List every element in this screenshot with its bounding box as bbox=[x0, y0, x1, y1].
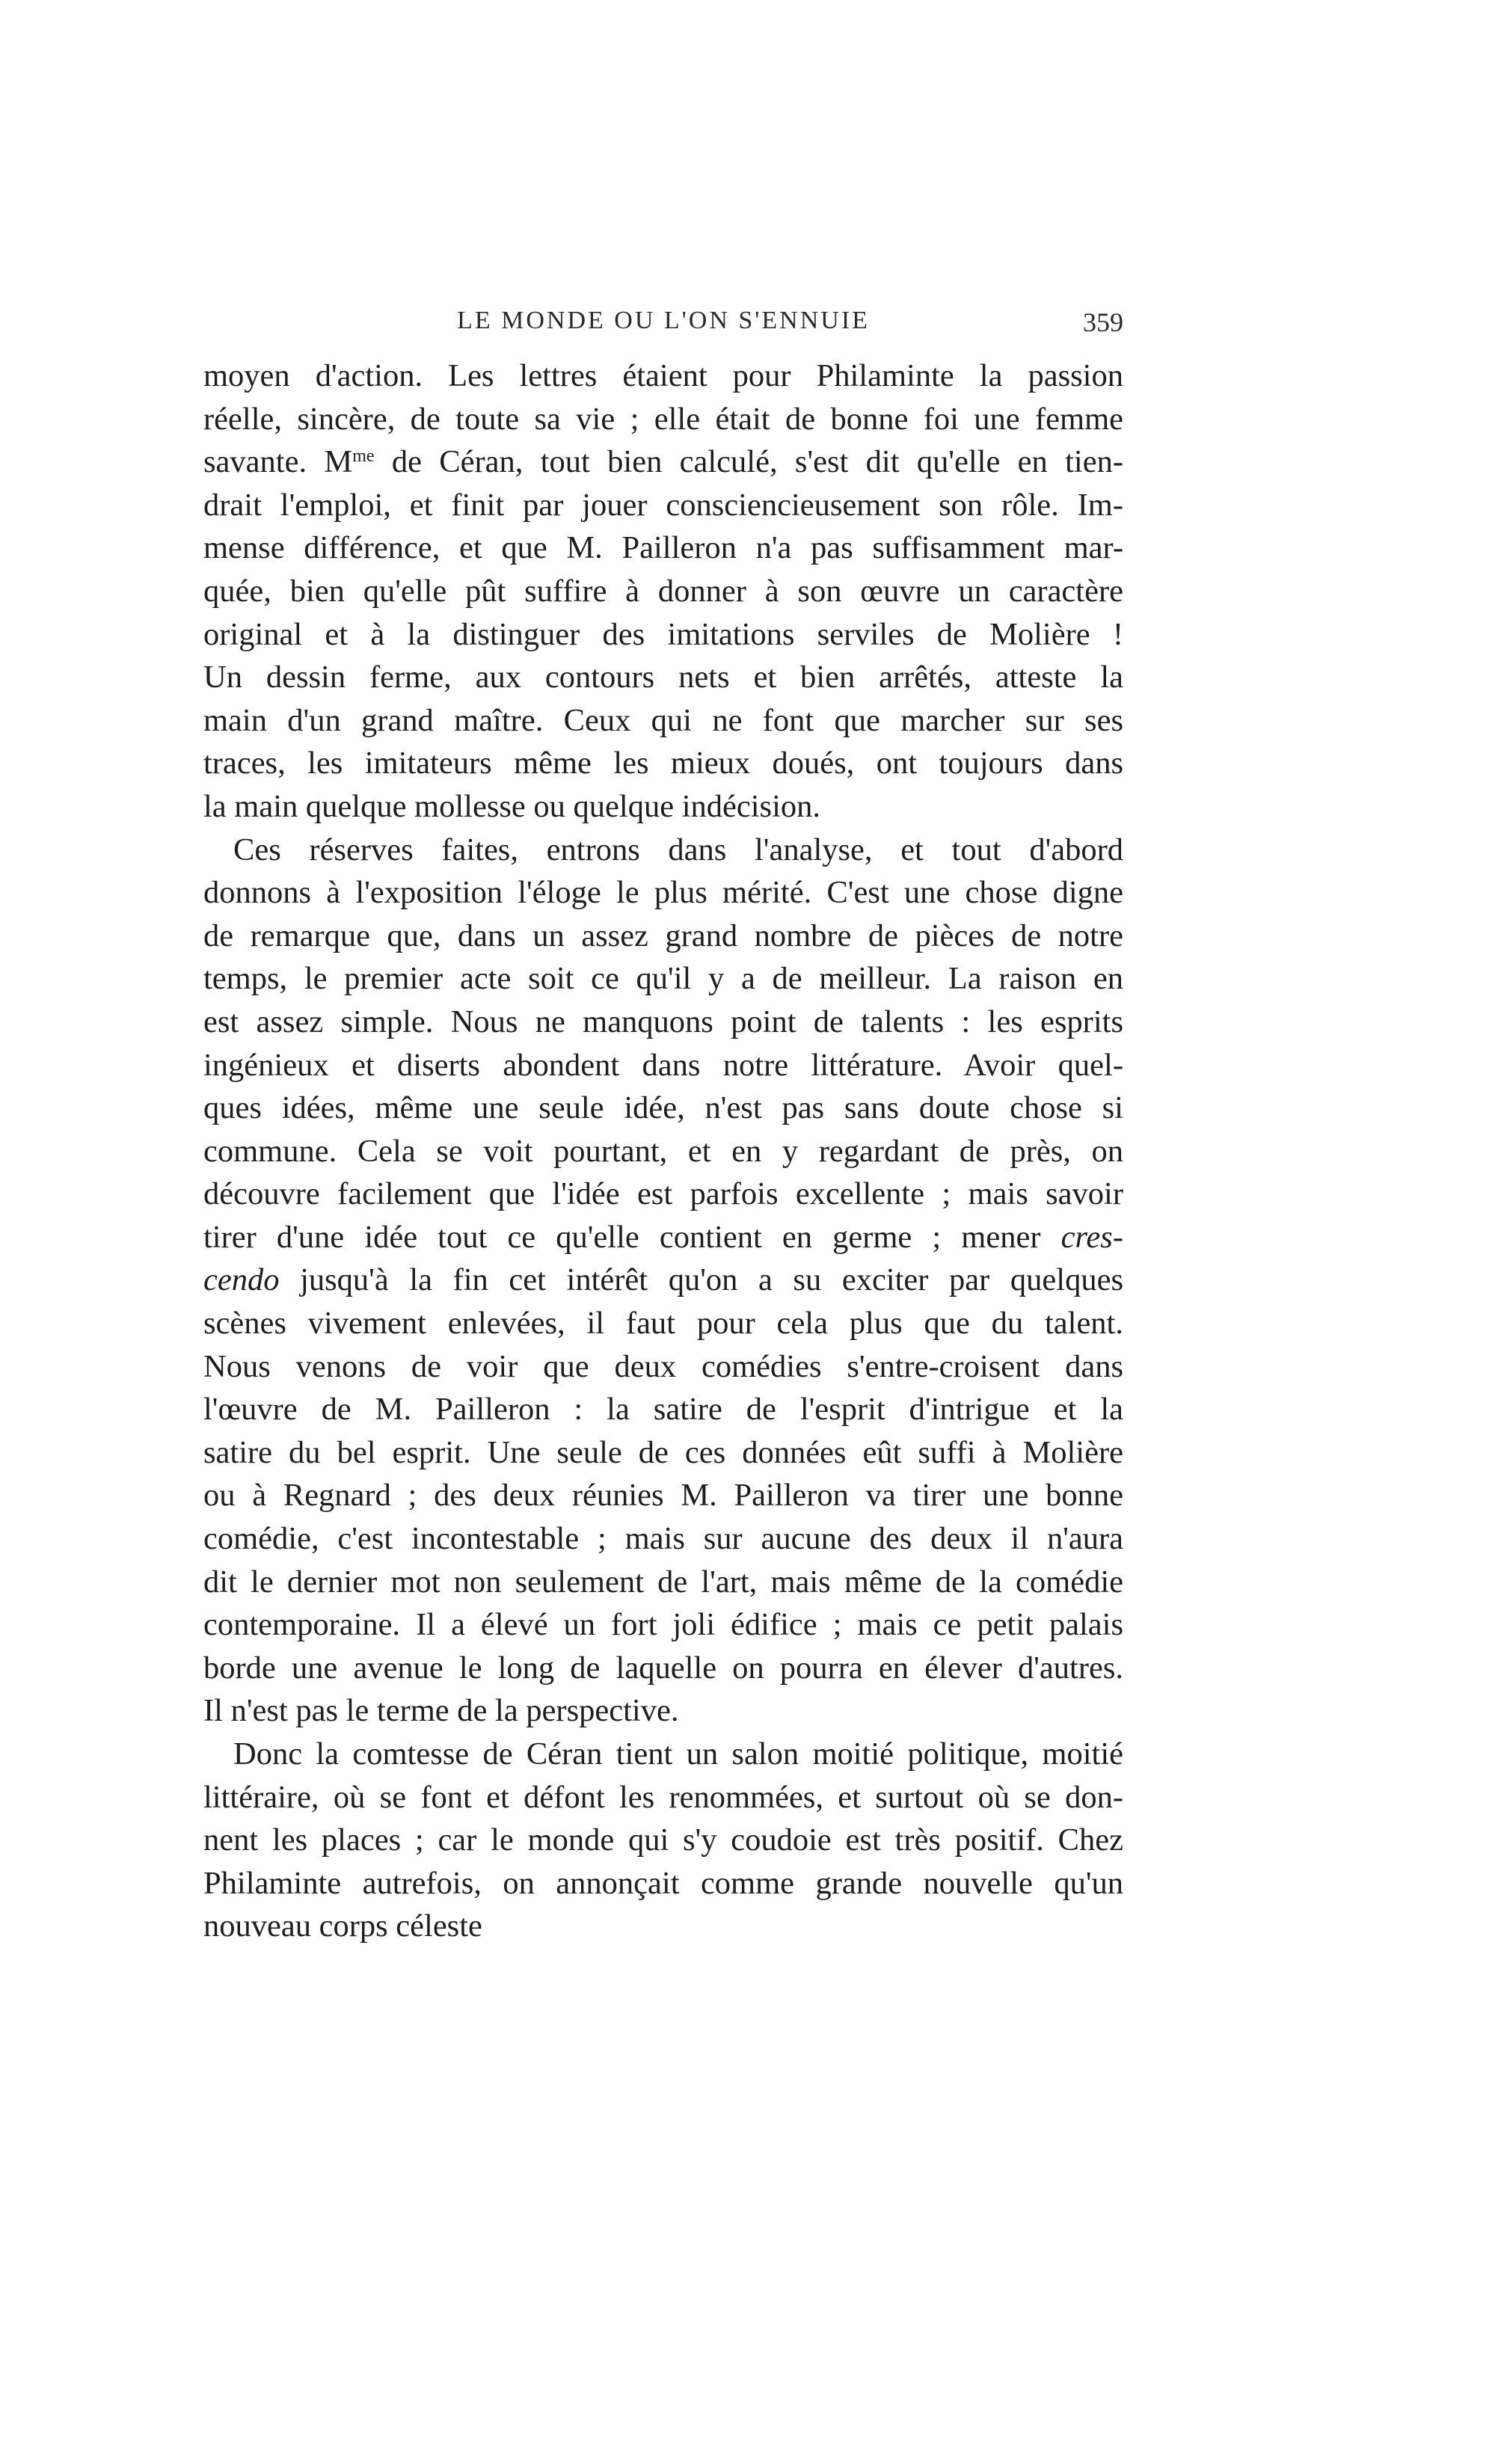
text-line: Donc la comtesse de Céran tient un salon moitié politique, moitié bbox=[233, 1736, 1123, 1772]
text-line: Un dessin ferme, aux contours nets et bien arrêtés, atteste la bbox=[203, 660, 1123, 695]
text-line: dit le dernier mot non seulement de l'art, mais même de la comédie bbox=[203, 1564, 1123, 1600]
text-line: moyen d'action. Les lettres étaient pour Philaminte la passion bbox=[203, 358, 1123, 393]
text-line: original et à la distinguer des imitations serviles de Molière ! bbox=[203, 616, 1123, 652]
text-line: borde une avenue le long de laquelle on pourra en élever d'autres. bbox=[203, 1650, 1123, 1686]
page-number: 359 bbox=[1083, 307, 1123, 337]
text-line: Ces réserves faites, entrons dans l'analyse, et tout d'abord bbox=[233, 832, 1123, 867]
text-line: contemporaine. Il a élevé un fort joli édifice ; mais ce petit palais bbox=[203, 1607, 1123, 1643]
text-line: commune. Cela se voit pourtant, et en y regardant de près, on bbox=[203, 1133, 1123, 1169]
text-line: main d'un grand maître. Ceux qui ne font que marcher sur ses bbox=[203, 702, 1123, 738]
text-line: ingénieux et diserts abondent dans notre littérature. Avoir quel- bbox=[203, 1047, 1123, 1083]
text-line: traces, les imitateurs même les mieux doués, ont toujours dans bbox=[203, 746, 1123, 781]
text-line: littéraire, où se font et défont les renommées, et surtout où se don- bbox=[203, 1779, 1123, 1815]
text-line: ques idées, même une seule idée, n'est pas sans doute chose si bbox=[203, 1090, 1123, 1126]
text-line: drait l'emploi, et finit par jouer consciencieusement son rôle. Im- bbox=[203, 487, 1123, 523]
text-line: mense différence, et que M. Pailleron n'a pas suffisamment mar- bbox=[203, 530, 1123, 566]
text-line: cendo jusqu'à la fin cet intérêt qu'on a su exciter par quelques bbox=[203, 1262, 1123, 1298]
running-title: LE MONDE OU L'ON S'ENNUIE bbox=[457, 307, 870, 334]
text-line: de remarque que, dans un assez grand nombre de pièces de notre bbox=[203, 918, 1123, 953]
text-line: l'œuvre de M. Pailleron : la satire de l'esprit d'intrigue et la bbox=[203, 1392, 1123, 1428]
text-line: découvre facilement que l'idée est parfois excellente ; mais savoir bbox=[203, 1176, 1123, 1212]
paragraph bbox=[203, 829, 1123, 1733]
text-line: comédie, c'est incontestable ; mais sur aucune des deux il n'aura bbox=[203, 1521, 1123, 1557]
paragraph bbox=[203, 1733, 1123, 1948]
text-line: Il n'est pas le terme de la perspective. bbox=[203, 1693, 679, 1729]
text-line: ou à Regnard ; des deux réunies M. Pailleron va tirer une bonne bbox=[203, 1478, 1123, 1514]
body-text bbox=[203, 354, 1123, 1948]
superscript-abbreviation: me bbox=[352, 446, 375, 467]
text-line: nouveau corps céleste bbox=[203, 1908, 482, 1944]
text-line: est assez simple. Nous ne manquons point de talents : les esprits bbox=[203, 1004, 1123, 1039]
italic-word: cres- bbox=[1060, 1219, 1123, 1255]
text-line: la main quelque mollesse ou quelque indécision. bbox=[203, 788, 821, 824]
text-line: tirer d'une idée tout ce qu'elle contient en germe ; mener cres- bbox=[203, 1219, 1123, 1255]
text-line: quée, bien qu'elle pût suffire à donner à son œuvre un caractère bbox=[203, 573, 1123, 609]
paragraph bbox=[203, 354, 1123, 829]
text-line: nent les places ; car le monde qui s'y coudoie est très positif. Chez bbox=[203, 1822, 1123, 1858]
text-line: Philaminte autrefois, on annonçait comme grande nouvelle qu'un bbox=[203, 1865, 1123, 1901]
text-line: donnons à l'exposition l'éloge le plus mérité. C'est une chose digne bbox=[203, 875, 1123, 911]
text-line: savante. $M^{me}$ de Céran, tout bien calculé, s'est dit qu'elle en tien- bbox=[203, 444, 1123, 480]
text-line: Nous venons de voir que deux comédies s'entre-croisent dans bbox=[203, 1348, 1123, 1384]
text-line: réelle, sincère, de toute sa vie ; elle était de bonne foi une femme bbox=[203, 401, 1123, 437]
italic-word: cendo bbox=[203, 1262, 280, 1298]
text-line: scènes vivement enlevées, il faut pour cela plus que du talent. bbox=[203, 1306, 1123, 1342]
running-head bbox=[203, 307, 1123, 351]
text-line: satire du bel esprit. Une seule de ces données eût suffi à Molière bbox=[203, 1434, 1123, 1470]
text-line: temps, le premier acte soit ce qu'il y a de meilleur. La raison en bbox=[203, 961, 1123, 997]
